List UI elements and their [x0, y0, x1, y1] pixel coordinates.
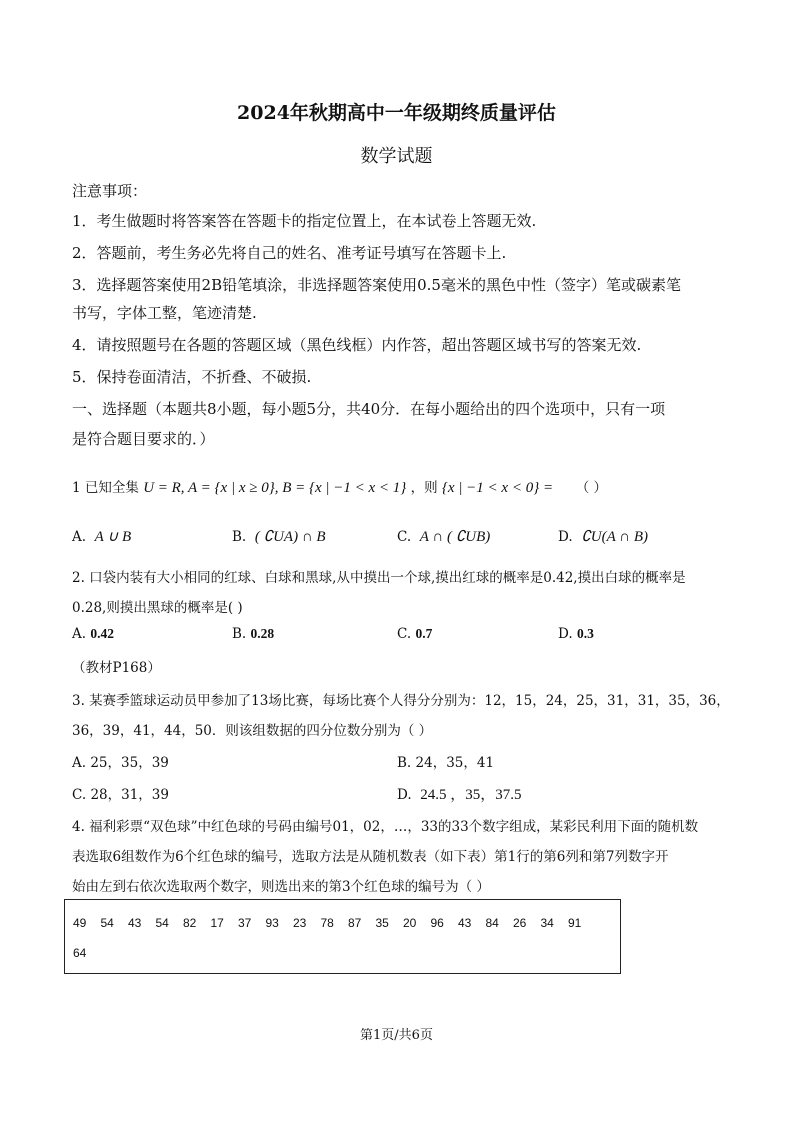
q2-option-a: A. 0.42 [72, 626, 114, 642]
q1-stem [72, 476, 607, 497]
random-table-cell: 82 [183, 916, 197, 930]
q1-expr-set: {x | −1 < x < 0} = [441, 480, 554, 496]
q3-option-a: A. 25，35，39 [72, 755, 169, 771]
random-table-cell: 37 [238, 916, 252, 930]
random-table-cell: 54 [100, 916, 114, 930]
q1-expr-main: U = R, A = {x | x ≥ 0}, B = {x | −1 < x < 1} [143, 480, 407, 496]
random-number-table [64, 899, 621, 974]
q1-prefix: 1 已知全集 [72, 480, 139, 496]
random-table-cell: 96 [430, 916, 444, 930]
q2-source: （教材P168） [72, 660, 161, 676]
q3-option-b: B. 24，35，41 [397, 755, 495, 771]
random-table-cell: 20 [403, 916, 417, 930]
note-item-3-cont: 书写，字体工整，笔迹清楚. [72, 304, 257, 322]
random-table-cell: 26 [513, 916, 527, 930]
random-table-cell: 87 [348, 916, 362, 930]
note-item-1: 1．考生做题时将答案答在答题卡的指定位置上，在本试卷上答题无效. [72, 212, 537, 230]
q4-line1: 4. 福利彩票“双色球”中红色球的号码由编号01，02，…，33的33个数字组成，某彩民利用下面的随机数 [72, 819, 699, 835]
random-table-cell: 64 [73, 946, 87, 960]
random-table-cell: 93 [265, 916, 279, 930]
random-table-cell: 84 [485, 916, 499, 930]
note-item-4: 4．请按照题号在各题的答题区域（黑色线框）内作答，超出答题区域书写的答案无效. [72, 336, 642, 354]
random-table-cell: 91 [568, 916, 582, 930]
note-item-5: 5．保持卷面清洁，不折叠、不破损. [72, 368, 312, 386]
q2-option-c: C. 0.7 [397, 626, 433, 642]
exam-title: 2024年秋期高中一年级期终质量评估 [237, 102, 556, 124]
random-table-cell: 17 [210, 916, 224, 930]
section1-line1: 一、选择题（本题共8小题，每小题5分，共40分．在每小题给出的四个选项中，只有一项 [72, 400, 666, 418]
q1-mid: ，则 [410, 480, 438, 496]
q2-line2: 0.28,则摸出黑球的概率是( ) [72, 600, 243, 616]
q3-line2: 36，39，41，44，50．则该组数据的四分位数分别为（ ） [72, 723, 433, 739]
random-table-cell: 35 [375, 916, 389, 930]
random-table-cell: 43 [128, 916, 142, 930]
exam-subtitle: 数学试题 [360, 146, 433, 167]
random-table-cell: 49 [73, 916, 87, 930]
q1-option-d: D. ∁U(A ∩ B) [558, 529, 648, 545]
q2-option-d: D. 0.3 [558, 626, 594, 642]
random-table-cell: 78 [320, 916, 334, 930]
q3-option-c: C. 28，31，39 [72, 787, 169, 803]
q4-line2: 表选取6组数作为6个红色球的编号，选取方法是从随机数表（如下表）第1行的第6列和第7列数字开 [72, 849, 669, 865]
note-item-2: 2．答题前，考生务必先将自己的姓名、准考证号填写在答题卡上. [72, 244, 507, 262]
random-table-cell: 34 [540, 916, 554, 930]
page-footer: 第1页/共6页 [360, 1028, 433, 1043]
q3-line1: 3. 某赛季篮球运动员甲参加了13场比赛，每场比赛个人得分分别为：12，15，24，25，31，31，35，36， [72, 693, 730, 709]
notes-heading: 注意事项： [72, 182, 148, 200]
q1-blank: （ ） [575, 480, 607, 496]
random-table-cell: 43 [458, 916, 472, 930]
q1-option-c: C. A ∩ ( ∁UB) [397, 529, 491, 545]
q1-option-a: A. A ∪ B [72, 529, 132, 545]
section1-line2: 是符合题目要求的．） [72, 430, 215, 448]
note-item-3: 3．选择题答案使用2B铅笔填涂，非选择题答案使用0.5毫米的黑色中性（签字）笔或碳素笔 [72, 276, 681, 294]
q1-option-b: B. ( ∁UA) ∩ B [232, 529, 326, 545]
q3-option-d: D. 24.5 ，35，37.5 [397, 787, 522, 803]
q2-line1: 2. 口袋内装有大小相同的红球、白球和黑球,从中摸出一个球,摸出红球的概率是0.42,摸出白球的概率是 [72, 570, 686, 586]
random-table-cell: 54 [155, 916, 169, 930]
random-table-cell: 23 [293, 916, 307, 930]
q2-option-b: B. 0.28 [232, 626, 275, 642]
q4-line3: 始由左到右依次选取两个数字，则选出来的第3个红色球的编号为（ ） [72, 879, 490, 895]
